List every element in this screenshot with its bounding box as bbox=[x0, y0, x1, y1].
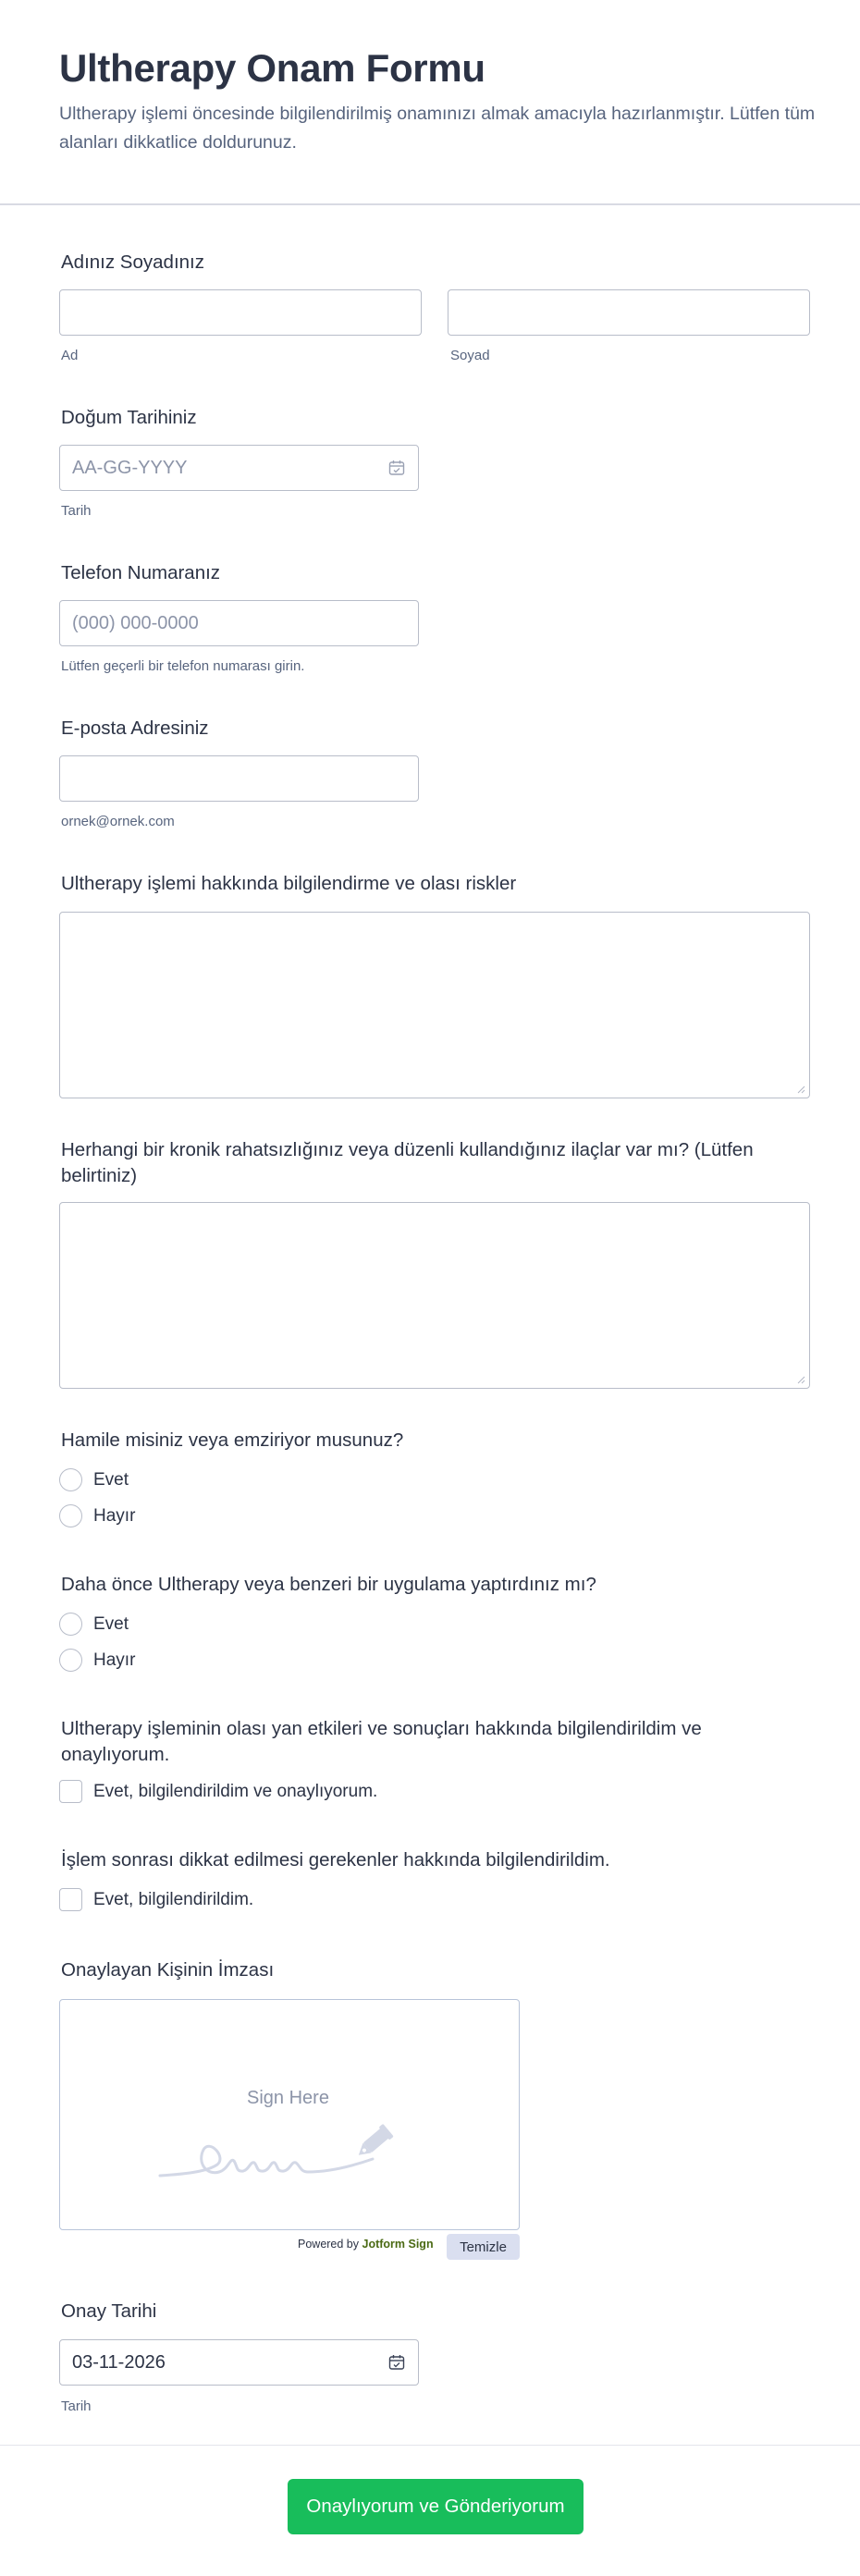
signature-pad[interactable] bbox=[59, 1999, 520, 2230]
form-header bbox=[0, 0, 860, 205]
aftercare-option[interactable]: Evet, bilgilendirildim. bbox=[93, 1890, 254, 1909]
last-name-sublabel: Soyad bbox=[450, 348, 490, 363]
previous-label: Daha önce Ultherapy veya benzeri bir uygulama yaptırdınız mı? bbox=[61, 1574, 596, 1595]
signature-label: Onaylayan Kişinin İmzası bbox=[61, 1959, 275, 1981]
side-effects-option[interactable]: Evet, bilgilendirildim ve onaylıyorum. bbox=[93, 1782, 378, 1801]
name-label: Adınız Soyadınız bbox=[61, 251, 204, 273]
jotform-sign-link[interactable]: Jotform Sign bbox=[362, 2238, 434, 2251]
email-input[interactable] bbox=[59, 755, 419, 802]
powered-prefix: Powered by bbox=[298, 2238, 360, 2251]
approval-date-value: 03-11-2026 bbox=[72, 2352, 166, 2373]
email-sublabel: ornek@ornek.com bbox=[61, 814, 175, 829]
clear-signature-button[interactable]: Temizle bbox=[447, 2234, 520, 2260]
signature-placeholder: Sign Here bbox=[247, 2088, 329, 2108]
first-name-sublabel: Ad bbox=[61, 348, 79, 363]
resize-handle-icon[interactable] bbox=[796, 1085, 805, 1094]
form-subtitle: Ultherapy işlemi öncesinde bilgilendirilmiş onamınızı almak amacıyla hazırlanmıştır. Lütfen tüm alanları dikkatlice doldurunuz. bbox=[59, 104, 816, 153]
calendar-icon[interactable] bbox=[388, 2354, 405, 2371]
powered-by bbox=[298, 2238, 434, 2251]
info-risks-label: Ultherapy işlemi hakkında bilgilendirme ve olası riskler bbox=[61, 873, 517, 894]
birthdate-sublabel: Tarih bbox=[61, 503, 92, 519]
form-title: Ultherapy Onam Formu bbox=[59, 46, 485, 90]
info-risks-textarea[interactable] bbox=[59, 912, 810, 1098]
resize-handle-icon[interactable] bbox=[796, 1375, 805, 1384]
birthdate-label: Doğum Tarihiniz bbox=[61, 407, 197, 428]
aftercare-checkbox[interactable] bbox=[59, 1888, 82, 1911]
chronic-label: Herhangi bir kronik rahatsızlığınız veya düzenli kullandığınız ilaçlar var mı? (Lütfen belirtiniz) bbox=[61, 1139, 754, 1186]
footer-divider bbox=[0, 2445, 860, 2446]
phone-sublabel: Lütfen geçerli bir telefon numarası girin. bbox=[61, 658, 305, 674]
pregnant-radio-yes[interactable] bbox=[59, 1468, 82, 1491]
approval-date-sublabel: Tarih bbox=[61, 2398, 92, 2414]
pregnant-radio-no[interactable] bbox=[59, 1504, 82, 1527]
side-effects-label: Ultherapy işleminin olası yan etkileri ve sonuçları hakkında bilgilendirildim ve onaylıyorum. bbox=[61, 1718, 702, 1765]
aftercare-label: İşlem sonrası dikkat edilmesi gerekenler hakkında bilgilendirildim. bbox=[61, 1849, 610, 1871]
first-name-input[interactable] bbox=[59, 289, 422, 336]
last-name-input[interactable] bbox=[448, 289, 810, 336]
approval-date-label: Onay Tarihi bbox=[61, 2300, 157, 2322]
birthdate-placeholder: AA-GG-YYYY bbox=[72, 458, 188, 478]
calendar-icon[interactable] bbox=[388, 460, 405, 476]
previous-radio-no[interactable] bbox=[59, 1649, 82, 1672]
phone-placeholder: (000) 000-0000 bbox=[72, 613, 199, 633]
chronic-textarea[interactable] bbox=[59, 1202, 810, 1389]
approval-date-input[interactable] bbox=[59, 2339, 419, 2386]
birthdate-input[interactable] bbox=[59, 445, 419, 491]
pregnant-label: Hamile misiniz veya emziriyor musunuz? bbox=[61, 1429, 404, 1451]
phone-input[interactable] bbox=[59, 600, 419, 646]
pregnant-option-no[interactable]: Hayır bbox=[93, 1506, 136, 1526]
previous-option-no[interactable]: Hayır bbox=[93, 1650, 136, 1670]
pregnant-option-yes[interactable]: Evet bbox=[93, 1470, 129, 1490]
previous-radio-yes[interactable] bbox=[59, 1613, 82, 1636]
phone-label: Telefon Numaranız bbox=[61, 562, 221, 583]
submit-button[interactable]: Onaylıyorum ve Gönderiyorum bbox=[288, 2479, 584, 2534]
previous-option-yes[interactable]: Evet bbox=[93, 1614, 129, 1634]
side-effects-checkbox[interactable] bbox=[59, 1780, 82, 1803]
email-label: E-posta Adresiniz bbox=[61, 718, 209, 739]
